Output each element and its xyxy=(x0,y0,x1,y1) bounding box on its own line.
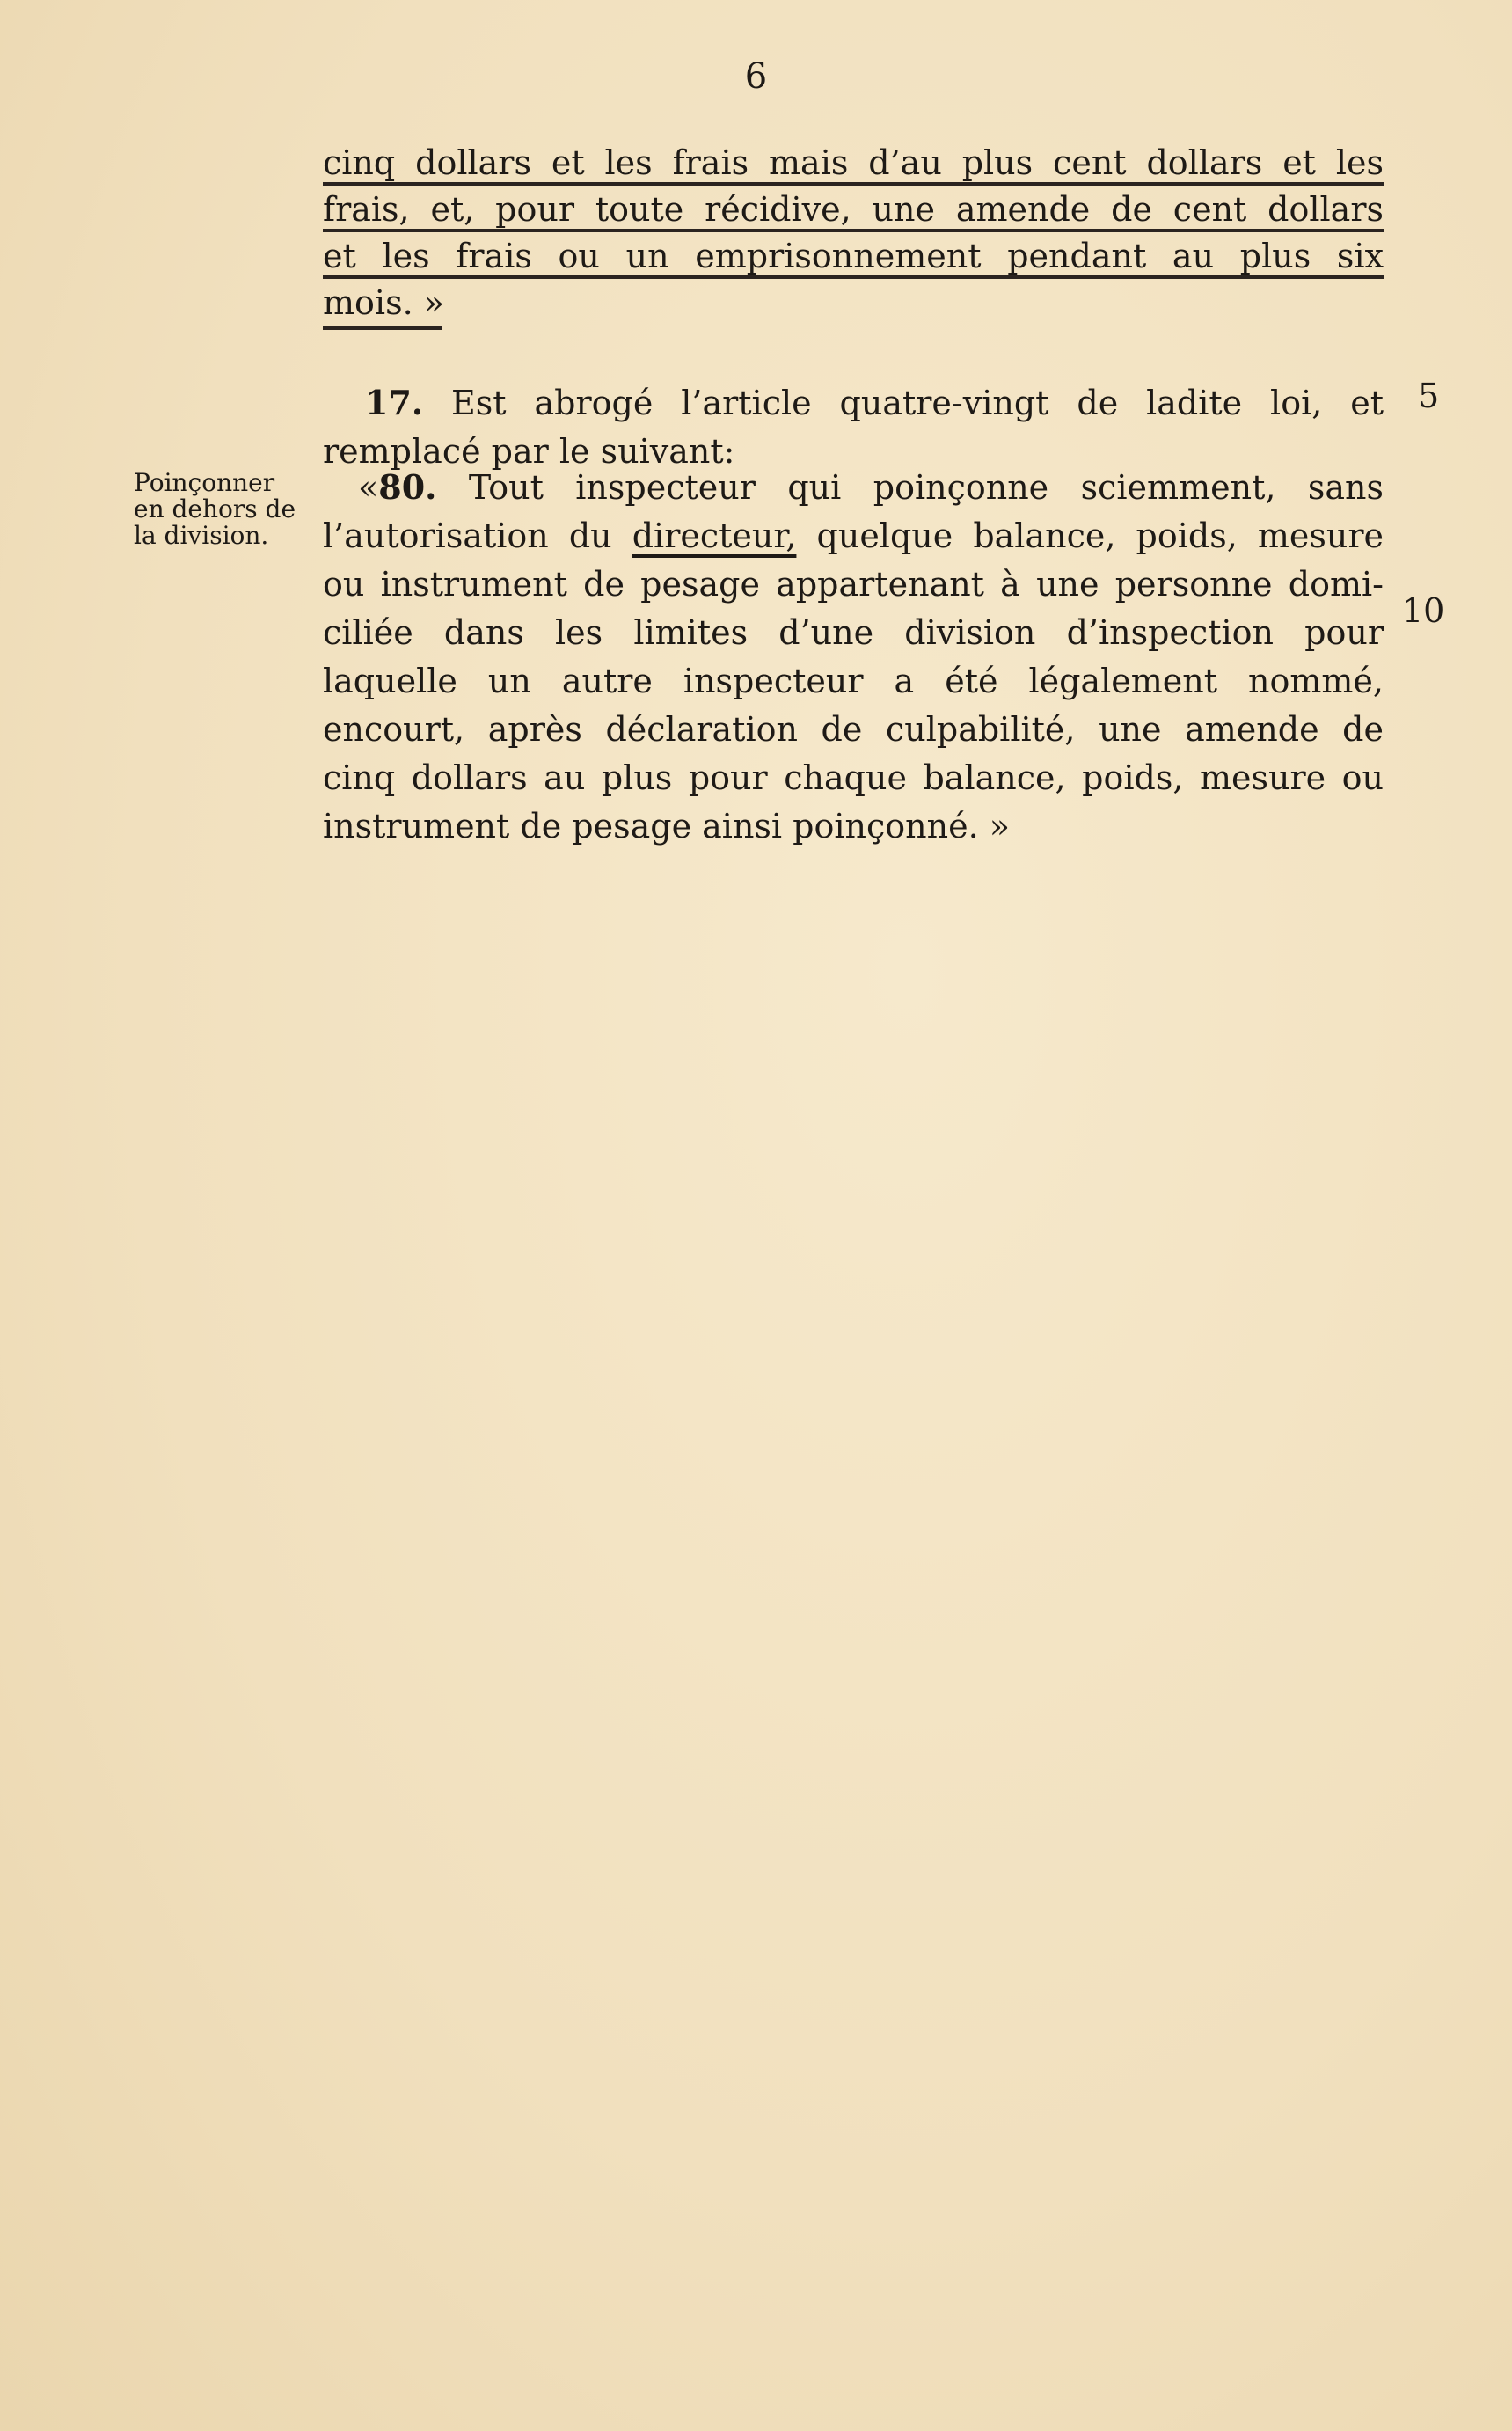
text-line: mois. » xyxy=(323,283,444,322)
text-line: frais, et, pour toute récidive, une amende de cent dollars xyxy=(323,190,1384,229)
continuation-text xyxy=(323,139,1384,330)
line-number-10: 10 xyxy=(1402,591,1445,630)
section-number: 17. xyxy=(365,383,424,422)
section-80-line: ou instrument de pesage appartenant à une personne domi- xyxy=(323,565,1384,604)
margin-note xyxy=(134,470,310,549)
margin-note-line: en dehors de xyxy=(134,494,296,524)
section-80-line: laquelle un autre inspecteur a été légalement nommé, xyxy=(323,662,1384,700)
line-number-5: 5 xyxy=(1418,377,1440,415)
section-80-line: encourt, après déclaration de culpabilité, une amende de xyxy=(323,710,1384,749)
section-17-line: remplacé par le suivant: xyxy=(323,432,735,471)
section-number: 80. xyxy=(378,467,437,507)
page-number: 6 xyxy=(744,56,768,97)
underlined-word: directeur, xyxy=(632,516,797,555)
section-80 xyxy=(323,463,1384,851)
section-80-line: «80. Tout inspecteur qui poinçonne sciemment, sans xyxy=(358,467,1384,507)
section-80-line: l’autorisation du directeur, quelque balance, poids, mesure xyxy=(323,516,1384,555)
text-line: cinq dollars et les frais mais d’au plus cent dollars et les xyxy=(323,143,1384,182)
section-80-line: cinq dollars au plus pour chaque balance, poids, mesure ou xyxy=(323,758,1384,797)
text-line: et les frais ou un emprisonnement pendant au plus six xyxy=(323,237,1384,275)
section-17 xyxy=(323,378,1384,476)
section-80-line: ciliée dans les limites d’une division d’inspection pour xyxy=(323,613,1384,652)
margin-note-line: Poinçonner xyxy=(134,468,275,497)
margin-note-line: la division. xyxy=(134,521,269,550)
section-17-line: 17. Est abrogé l’article quatre-vingt de ladite loi, et xyxy=(365,383,1384,422)
section-80-line: instrument de pesage ainsi poinçonné. » xyxy=(323,807,1010,846)
